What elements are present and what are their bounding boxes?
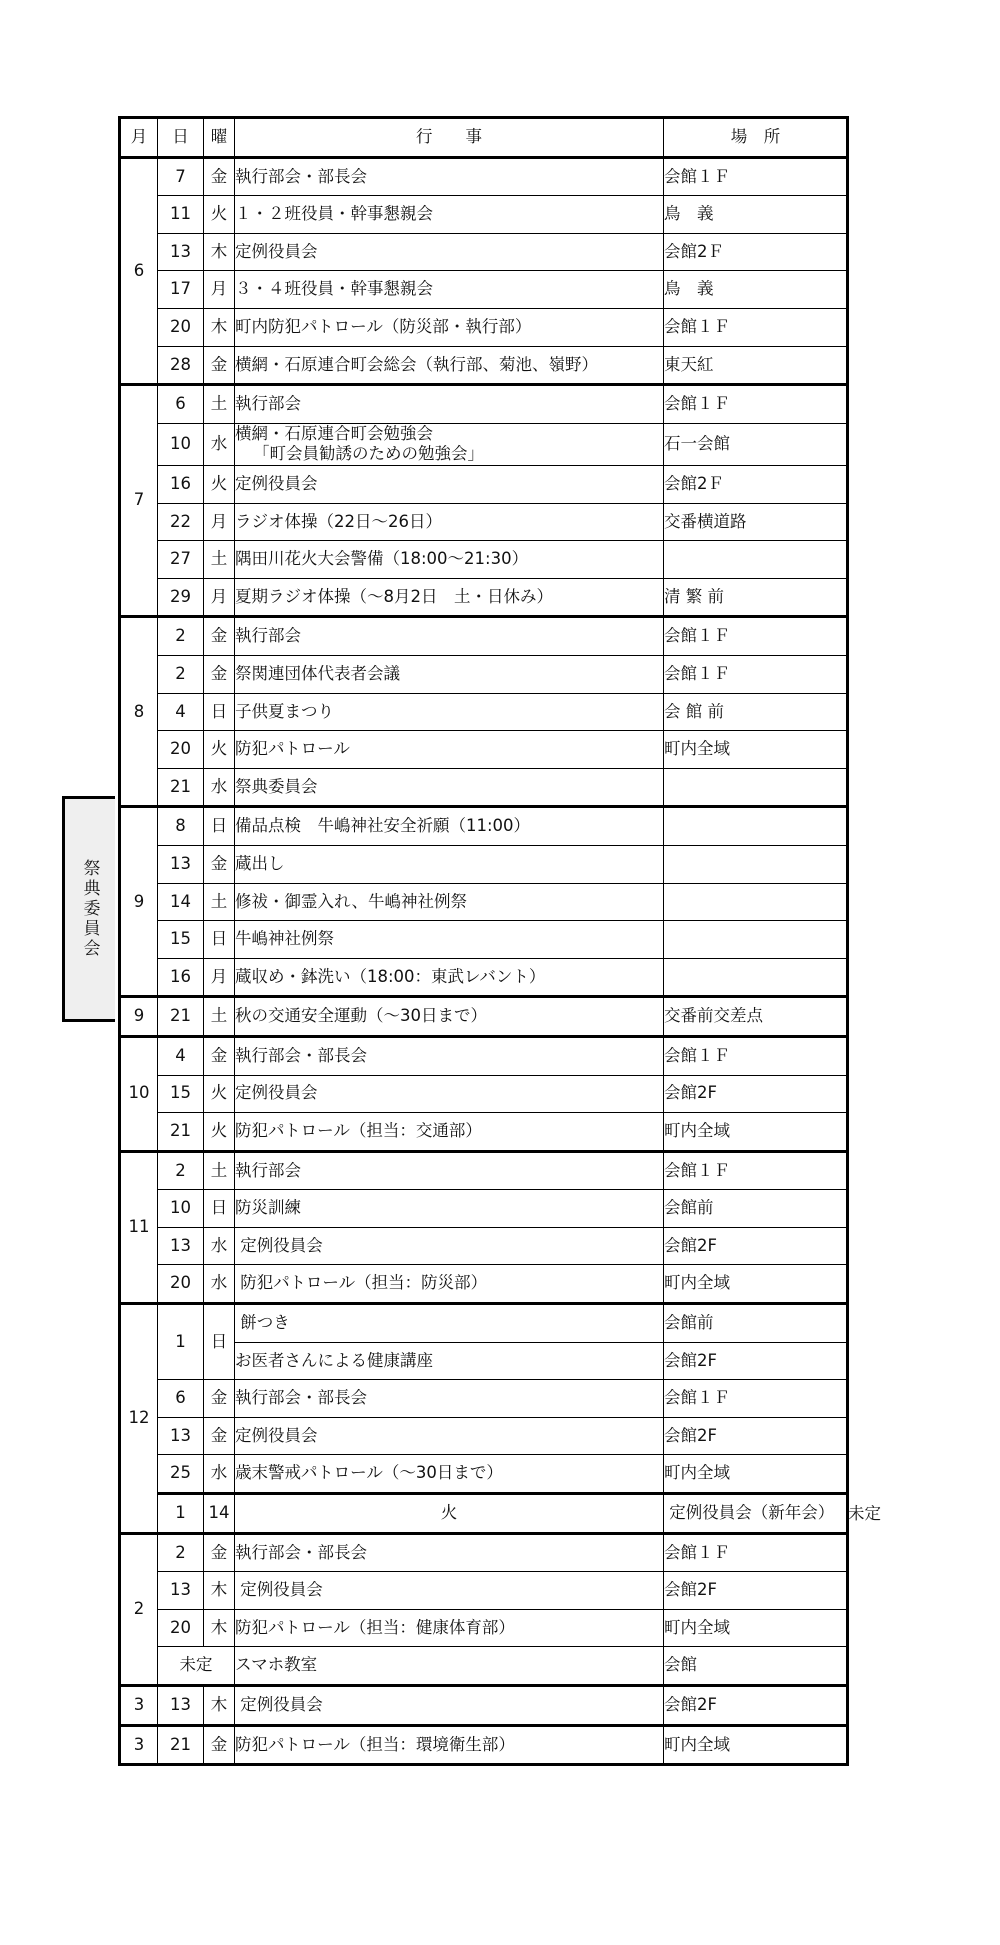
place-cell: 石一会館	[664, 423, 848, 465]
day-cell: 13	[158, 1686, 204, 1726]
weekday-cell: 金	[204, 346, 235, 385]
day-cell: 10	[158, 1190, 204, 1228]
table-row	[120, 1609, 848, 1647]
event-text: 祭関連団体代表者会議	[235, 663, 400, 683]
event-text: 執行部会・部長会	[235, 1388, 367, 1408]
event-cell	[235, 845, 664, 883]
event-cell	[235, 1227, 664, 1265]
event-text: １・２班役員・幹事懇親会	[235, 204, 433, 224]
table-row	[120, 883, 848, 921]
event-text: 執行部会	[235, 626, 301, 646]
event-cell	[235, 503, 664, 541]
weekday-cell: 火	[204, 1113, 235, 1152]
place-cell: 会館	[664, 1647, 848, 1686]
event-cell	[235, 1533, 664, 1572]
place-cell	[664, 958, 848, 997]
table-row	[120, 1227, 848, 1265]
event-text: 定例役員会	[235, 1425, 318, 1445]
month-cell: 9	[120, 997, 158, 1037]
day-cell: 13	[158, 233, 204, 271]
table-row	[120, 196, 848, 234]
month-cell: 1	[158, 1494, 204, 1534]
event-cell	[235, 655, 664, 693]
place-cell: 会館2Ｆ	[664, 466, 848, 504]
schedule-table	[118, 116, 881, 1766]
weekday-cell: 水	[204, 1265, 235, 1304]
place-cell: 会館１Ｆ	[664, 1036, 848, 1075]
event-cell	[235, 423, 664, 465]
weekday-cell: 金	[204, 1036, 235, 1075]
table-row	[120, 1686, 848, 1726]
event-text: 祭典委員会	[235, 776, 318, 796]
event-cell	[235, 1151, 664, 1190]
event-text: 定例役員会	[235, 241, 318, 261]
event-text: ラジオ体操（22日～26日）	[235, 511, 442, 531]
month-cell: 2	[120, 1533, 158, 1685]
table-row	[120, 1533, 848, 1572]
day-cell: 6	[158, 385, 204, 424]
weekday-cell: 木	[204, 1572, 235, 1610]
table-row	[120, 958, 848, 997]
event-text: 横網・石原連合町会勉強会	[235, 423, 433, 443]
event-cell	[235, 1304, 664, 1343]
day-cell: 4	[158, 1036, 204, 1075]
place-cell: 鳥 義	[664, 271, 848, 309]
weekday-cell: 木	[204, 308, 235, 346]
event-text: 防災訓練	[235, 1198, 301, 1218]
event-cell	[235, 997, 664, 1037]
event-text: 防犯パトロール	[235, 739, 350, 759]
event-text: 執行部会	[235, 1160, 301, 1180]
event-cell	[664, 1494, 848, 1534]
header-day: 日	[158, 118, 204, 158]
day-cell: 7	[158, 157, 204, 196]
place-cell: 町内全域	[664, 1455, 848, 1494]
table-row	[120, 1113, 848, 1152]
festival-committee-label	[62, 796, 115, 1022]
day-cell: 15	[158, 921, 204, 959]
place-cell	[664, 883, 848, 921]
event-cell	[235, 271, 664, 309]
header-place: 場 所	[664, 118, 848, 158]
day-cell: 21	[158, 768, 204, 807]
table-row	[120, 308, 848, 346]
table-row	[120, 271, 848, 309]
table-row	[120, 807, 848, 846]
month-cell: 9	[120, 807, 158, 997]
day-cell: 13	[158, 845, 204, 883]
event-cell	[235, 1190, 664, 1228]
weekday-cell: 金	[204, 617, 235, 656]
day-cell: 8	[158, 807, 204, 846]
event-text: 執行部会	[235, 394, 301, 414]
table-row	[120, 1455, 848, 1494]
event-cell	[235, 1686, 664, 1726]
month-cell: 3	[120, 1725, 158, 1765]
weekday-cell: 木	[204, 233, 235, 271]
event-cell	[235, 1417, 664, 1455]
place-cell: 町内全域	[664, 1725, 848, 1765]
weekday-cell: 月	[204, 578, 235, 617]
day-cell: 20	[158, 731, 204, 769]
weekday-cell: 火	[204, 1075, 235, 1113]
event-text: 町内防犯パトロール（防災部・執行部）	[235, 316, 532, 336]
table-row	[120, 1151, 848, 1190]
day-cell: 13	[158, 1227, 204, 1265]
event-text: 牛嶋神社例祭	[235, 929, 334, 949]
event-cell	[235, 1725, 664, 1765]
table-row	[120, 233, 848, 271]
day-cell: 10	[158, 423, 204, 465]
day-cell: 28	[158, 346, 204, 385]
table-row	[120, 578, 848, 617]
weekday-cell: 土	[204, 1151, 235, 1190]
table-row	[120, 1725, 848, 1765]
event-cell	[235, 731, 664, 769]
day-cell: 2	[158, 1533, 204, 1572]
day-cell: 14	[204, 1494, 235, 1534]
event-text: 防犯パトロール（担当：環境衛生部）	[235, 1734, 515, 1754]
table-row	[120, 1417, 848, 1455]
event-text: 定例役員会	[235, 1083, 318, 1103]
event-cell	[235, 233, 664, 271]
day-cell: 14	[158, 883, 204, 921]
event-text: 夏期ラジオ体操（～8月2日 土・日休み）	[235, 586, 553, 606]
event-text: 蔵出し	[235, 853, 285, 873]
event-text: 執行部会・部長会	[235, 166, 367, 186]
weekday-cell: 火	[235, 1494, 664, 1534]
weekday-cell: 水	[204, 1455, 235, 1494]
place-cell	[664, 768, 848, 807]
header-weekday: 曜	[204, 118, 235, 158]
event-cell	[235, 1342, 664, 1380]
place-cell: 清 繁 前	[664, 578, 848, 617]
place-cell: 会館１Ｆ	[664, 1151, 848, 1190]
event-cell	[235, 1380, 664, 1418]
table-row	[120, 731, 848, 769]
day-cell: 1	[158, 1304, 204, 1380]
event-text: スマホ教室	[235, 1655, 318, 1675]
event-text: 防犯パトロール（担当：防災部）	[235, 1273, 488, 1293]
place-cell: 会館2F	[664, 1572, 848, 1610]
weekday-cell: 金	[204, 655, 235, 693]
weekday-cell: 月	[204, 958, 235, 997]
weekday-cell: 木	[204, 1609, 235, 1647]
place-cell	[664, 845, 848, 883]
weekday-cell: 日	[204, 1190, 235, 1228]
place-cell: 会館１Ｆ	[664, 1380, 848, 1418]
day-cell: 20	[158, 308, 204, 346]
day-cell: 未定	[158, 1647, 235, 1686]
table-row	[120, 423, 848, 465]
event-text-sub: 「町会員勧誘のための勉強会」	[253, 444, 484, 464]
event-text: 執行部会・部長会	[235, 1542, 367, 1562]
header-month: 月	[120, 118, 158, 158]
day-cell: 27	[158, 541, 204, 579]
weekday-cell: 月	[204, 503, 235, 541]
day-cell: 21	[158, 997, 204, 1037]
event-text: 定例役員会	[235, 1235, 323, 1255]
event-cell	[235, 1265, 664, 1304]
schedule-body	[120, 157, 881, 1765]
event-cell	[235, 1647, 664, 1686]
day-cell: 20	[158, 1609, 204, 1647]
event-cell	[235, 157, 664, 196]
event-text: 執行部会・部長会	[235, 1045, 367, 1065]
month-cell: 8	[120, 617, 158, 807]
table-row	[120, 997, 848, 1037]
table-row	[120, 1265, 848, 1304]
day-cell: 21	[158, 1113, 204, 1152]
weekday-cell: 月	[204, 271, 235, 309]
event-cell	[235, 921, 664, 959]
event-cell	[235, 617, 664, 656]
place-cell: 町内全域	[664, 1265, 848, 1304]
day-cell: 13	[158, 1572, 204, 1610]
event-cell	[235, 1036, 664, 1075]
table-row	[120, 617, 848, 656]
event-cell	[235, 196, 664, 234]
day-cell: 4	[158, 693, 204, 731]
place-cell: 会館2F	[664, 1686, 848, 1726]
table-row	[120, 541, 848, 579]
day-cell: 20	[158, 1265, 204, 1304]
month-cell: 11	[120, 1151, 158, 1303]
table-row	[120, 1647, 848, 1686]
table-row	[120, 157, 848, 196]
weekday-cell: 金	[204, 1725, 235, 1765]
day-cell: 6	[158, 1380, 204, 1418]
place-cell: 会館2Ｆ	[664, 233, 848, 271]
header-event: 行 事	[235, 118, 664, 158]
place-cell: 会館2F	[664, 1417, 848, 1455]
place-cell	[664, 921, 848, 959]
place-cell: 会館前	[664, 1190, 848, 1228]
weekday-cell: 日	[204, 1304, 235, 1380]
weekday-cell: 日	[204, 807, 235, 846]
day-cell: 29	[158, 578, 204, 617]
table-row	[120, 768, 848, 807]
weekday-cell: 木	[204, 1686, 235, 1726]
event-text: 定例役員会	[235, 1580, 323, 1600]
event-cell	[235, 1075, 664, 1113]
event-text: 備品点検 牛嶋神社安全祈願（11:00）	[235, 816, 531, 836]
event-cell	[235, 466, 664, 504]
event-text: 修祓・御霊入れ、牛嶋神社例祭	[235, 891, 467, 911]
place-cell: 鳥 義	[664, 196, 848, 234]
weekday-cell: 金	[204, 1380, 235, 1418]
event-cell	[235, 385, 664, 424]
event-cell	[235, 578, 664, 617]
month-cell: 6	[120, 157, 158, 385]
weekday-cell: 水	[204, 768, 235, 807]
place-cell: 会館１Ｆ	[664, 617, 848, 656]
place-cell: 会館2F	[664, 1342, 848, 1380]
event-cell	[235, 1455, 664, 1494]
weekday-cell: 日	[204, 921, 235, 959]
event-text: 横網・石原連合町会総会（執行部、菊池、嶺野）	[235, 354, 598, 374]
day-cell: 16	[158, 466, 204, 504]
month-cell: 3	[120, 1686, 158, 1726]
place-cell: 交番横道路	[664, 503, 848, 541]
day-cell: 22	[158, 503, 204, 541]
place-cell: 会館１Ｆ	[664, 157, 848, 196]
day-cell: 13	[158, 1417, 204, 1455]
event-text: 定例役員会	[235, 1694, 323, 1714]
weekday-cell: 火	[204, 466, 235, 504]
place-cell: 会館前	[664, 1304, 848, 1343]
month-cell: 10	[120, 1036, 158, 1151]
weekday-cell: 火	[204, 731, 235, 769]
table-row	[120, 1380, 848, 1418]
event-text: 防犯パトロール（担当：健康体育部）	[235, 1617, 515, 1637]
event-text: お医者さんによる健康講座	[235, 1350, 433, 1370]
place-cell: 会 館 前	[664, 693, 848, 731]
place-cell: 会館１Ｆ	[664, 308, 848, 346]
event-cell	[235, 346, 664, 385]
month-cell: 12	[120, 1304, 158, 1534]
event-cell	[235, 807, 664, 846]
day-cell: 2	[158, 617, 204, 656]
event-text: 定例役員会（新年会）	[664, 1503, 835, 1523]
weekday-cell: 土	[204, 997, 235, 1037]
event-cell	[235, 883, 664, 921]
weekday-cell: 金	[204, 845, 235, 883]
table-row	[120, 466, 848, 504]
place-cell: 町内全域	[664, 731, 848, 769]
place-cell: 会館１Ｆ	[664, 385, 848, 424]
weekday-cell: 土	[204, 385, 235, 424]
place-cell: 会館１Ｆ	[664, 1533, 848, 1572]
event-text: 防犯パトロール（担当：交通部）	[235, 1121, 482, 1141]
weekday-cell: 水	[204, 1227, 235, 1265]
table-row	[120, 503, 848, 541]
weekday-cell: 水	[204, 423, 235, 465]
day-cell: 11	[158, 196, 204, 234]
day-cell: 17	[158, 271, 204, 309]
weekday-cell: 土	[204, 883, 235, 921]
table-row	[120, 1075, 848, 1113]
weekday-cell: 火	[204, 196, 235, 234]
event-text: ３・４班役員・幹事懇親会	[235, 279, 433, 299]
event-cell	[235, 1609, 664, 1647]
event-text: 歳末警戒パトロール（～30日まで）	[235, 1463, 503, 1483]
event-cell	[235, 693, 664, 731]
table-row: 1 14 火 定例役員会（新年会） 未定	[120, 1494, 848, 1534]
table-row	[120, 1304, 848, 1343]
event-text: 蔵収め・鉢洗い（18:00：東武レバント）	[235, 966, 546, 986]
event-text: 餅つき	[235, 1313, 290, 1333]
place-cell: 会館2F	[664, 1227, 848, 1265]
weekday-cell: 金	[204, 1417, 235, 1455]
day-cell: 2	[158, 1151, 204, 1190]
event-text: 子供夏まつり	[235, 701, 334, 721]
place-cell: 東天紅	[664, 346, 848, 385]
event-text: 定例役員会	[235, 473, 318, 493]
table-row	[120, 693, 848, 731]
day-cell: 21	[158, 1725, 204, 1765]
table-row	[120, 1036, 848, 1075]
place-cell: 会館１Ｆ	[664, 655, 848, 693]
header-row	[120, 118, 848, 158]
place-cell	[664, 541, 848, 579]
event-cell	[235, 1572, 664, 1610]
weekday-cell: 金	[204, 1533, 235, 1572]
day-cell: 2	[158, 655, 204, 693]
place-cell: 交番前交差点	[664, 997, 848, 1037]
event-cell	[235, 541, 664, 579]
table-row	[120, 1190, 848, 1228]
table-row	[120, 385, 848, 424]
weekday-cell: 日	[204, 693, 235, 731]
place-cell: 会館2F	[664, 1075, 848, 1113]
place-cell: 町内全域	[664, 1609, 848, 1647]
event-cell	[235, 308, 664, 346]
event-cell	[235, 958, 664, 997]
side-label-text: 祭典委員会	[79, 859, 100, 959]
weekday-cell: 土	[204, 541, 235, 579]
table-row	[120, 655, 848, 693]
day-cell: 16	[158, 958, 204, 997]
table-row	[120, 1572, 848, 1610]
table-row	[120, 921, 848, 959]
event-text: 隅田川花火大会警備（18:00～21:30）	[235, 549, 529, 569]
place-cell: 町内全域	[664, 1113, 848, 1152]
table-row	[120, 845, 848, 883]
event-cell	[235, 768, 664, 807]
event-cell	[235, 1113, 664, 1152]
day-cell: 25	[158, 1455, 204, 1494]
table-row	[120, 346, 848, 385]
place-cell	[664, 807, 848, 846]
day-cell: 15	[158, 1075, 204, 1113]
event-text: 秋の交通安全運動（～30日まで）	[235, 1006, 487, 1026]
weekday-cell: 金	[204, 157, 235, 196]
month-cell: 7	[120, 385, 158, 617]
